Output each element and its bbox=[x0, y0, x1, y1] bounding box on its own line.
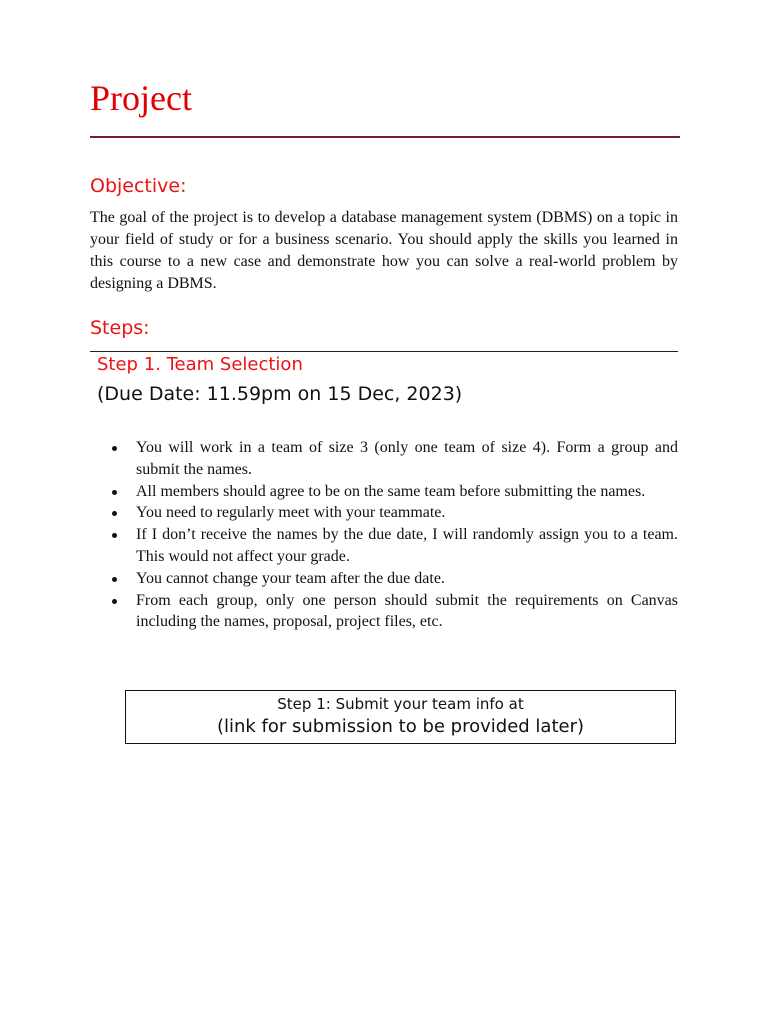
steps-divider bbox=[90, 351, 678, 352]
list-item bbox=[110, 437, 678, 481]
list-item bbox=[110, 568, 678, 590]
step1-heading: Step 1. Team Selection bbox=[97, 354, 303, 375]
list-item-text: If I don’t receive the names by the due date, I will randomly assign you to a team. This would not affect your grade. bbox=[136, 526, 678, 565]
submission-info-box bbox=[125, 690, 676, 744]
bullet-icon bbox=[112, 490, 117, 495]
list-item-text: You cannot change your team after the due date. bbox=[136, 569, 445, 587]
step1-bullet-list bbox=[110, 437, 678, 633]
list-item-text: You will work in a team of size 3 (only one team of size 4). Form a group and submit the names. bbox=[136, 439, 678, 478]
bullet-icon bbox=[112, 446, 117, 451]
title-divider bbox=[90, 136, 680, 138]
list-item bbox=[110, 502, 678, 524]
submission-link-note: (link for submission to be provided later) bbox=[216, 716, 585, 737]
bullet-icon bbox=[112, 577, 117, 582]
page-title: Project bbox=[90, 78, 192, 118]
bullet-icon bbox=[112, 599, 117, 604]
list-item bbox=[110, 524, 678, 568]
submission-info-line: Step 1: Submit your team info at bbox=[277, 695, 524, 713]
list-item-text: All members should agree to be on the same team before submitting the names. bbox=[136, 482, 646, 500]
objective-text: The goal of the project is to develop a database management system (DBMS) on a topic in your field of study or for a business scenario. You should apply the skills you learned in this course to a new case and demonstrate how you can solve a real-world problem by designing a DBMS. bbox=[90, 209, 678, 292]
bullet-icon bbox=[112, 511, 117, 516]
steps-heading: Steps: bbox=[90, 317, 150, 339]
due-date: (Due Date: 11.59pm on 15 Dec, 2023) bbox=[97, 383, 463, 405]
objective-heading: Objective: bbox=[90, 175, 187, 197]
list-item bbox=[110, 481, 678, 503]
list-item-text: From each group, only one person should submit the requirements on Canvas including the names, proposal, project files, etc. bbox=[136, 591, 678, 631]
bullet-icon bbox=[112, 533, 117, 538]
list-item-text: You need to regularly meet with your teammate. bbox=[136, 504, 446, 522]
list-item bbox=[110, 590, 678, 634]
